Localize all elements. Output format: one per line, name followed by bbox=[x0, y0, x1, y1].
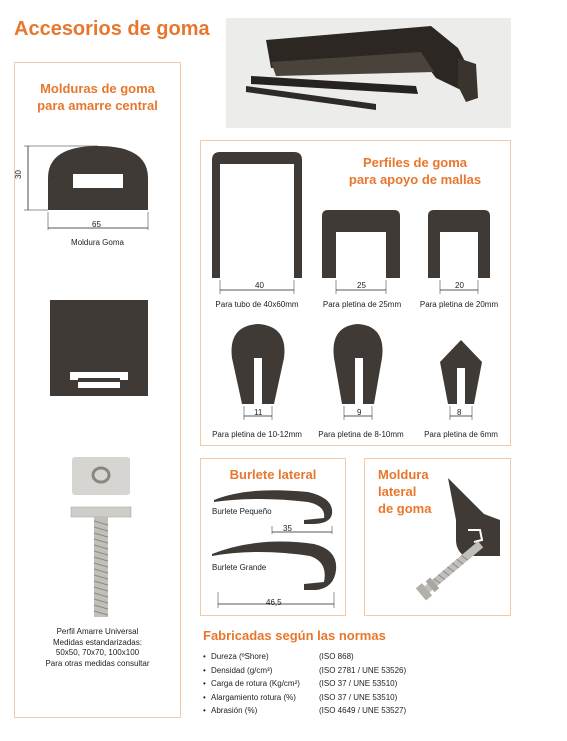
standards-row: • Carga de rotura (Kg/cm²) (ISO 37 / UNE 53510) bbox=[203, 677, 406, 691]
standard-label: Abrasión (%) bbox=[211, 706, 258, 715]
bolt-caption-line1: Perfil Amarre Universal bbox=[56, 627, 139, 636]
central-mount-title bbox=[14, 80, 181, 114]
standard-norm: (ISO 4649 / UNE 53527) bbox=[319, 706, 407, 715]
profile-plate-9-caption: Para pletina de 8-10mm bbox=[318, 430, 404, 439]
central-mount-title-line1: Molduras de goma bbox=[40, 81, 155, 96]
profile-plate-9-dim: 9 bbox=[357, 408, 362, 417]
standard-label: Densidad (g/cm³) bbox=[211, 665, 273, 675]
side-seal-small-dim: 35 bbox=[283, 524, 292, 533]
central-molding-caption: Moldura Goma bbox=[71, 238, 124, 247]
central-dim-width: 65 bbox=[92, 220, 101, 229]
mesh-profiles-title-line2: para apoyo de mallas bbox=[348, 172, 482, 187]
profile-plate-11-drawing bbox=[224, 318, 294, 422]
central-mount-title-line2: para amarre central bbox=[37, 98, 158, 113]
standards-list bbox=[203, 650, 406, 718]
rubber-profiles-photo bbox=[226, 18, 511, 128]
standards-row: • Densidad (g/cm³) (ISO 2781 / UNE 53526) bbox=[203, 664, 406, 678]
profile-plate-6-dim: 8 bbox=[457, 408, 462, 417]
central-molding-photo bbox=[50, 300, 148, 396]
standard-label: Carga de rotura (Kg/cm²) bbox=[211, 679, 300, 688]
bolt-caption-line2: Medidas estandarizadas: bbox=[53, 637, 142, 647]
side-molding-title-line3: de goma bbox=[378, 501, 432, 516]
side-seal-large-dim: 46,5 bbox=[266, 598, 282, 607]
side-seal-title: Burlete lateral bbox=[229, 467, 317, 482]
profile-plate-11-dim: 11 bbox=[254, 408, 263, 417]
bolt-caption-line4: Para otras medidas consultar bbox=[45, 658, 150, 668]
bolt-head bbox=[71, 507, 131, 517]
standard-label: Dureza (ºShore) bbox=[211, 652, 269, 661]
standard-norm: (ISO 2781 / UNE 53526) bbox=[319, 665, 407, 675]
standard-norm: (ISO 868) bbox=[319, 652, 354, 661]
profile-plate-6-caption: Para pletina de 6mm bbox=[424, 430, 498, 439]
standards-row: • Dureza (ºShore) (ISO 868) bbox=[203, 650, 406, 664]
profile-plate-20-caption: Para pletina de 20mm bbox=[419, 300, 499, 309]
page-title: Accesorios de goma bbox=[14, 18, 210, 40]
side-molding-title-line2: lateral bbox=[378, 484, 417, 499]
side-molding-shape bbox=[448, 478, 500, 556]
profile-tube-40-dim: 40 bbox=[255, 281, 264, 290]
side-seal-small-label: Burlete Pequeño bbox=[212, 507, 272, 516]
bolt-caption-line3: 50x50, 70x70, 100x100 bbox=[55, 648, 140, 657]
central-molding-slot bbox=[73, 174, 123, 188]
profile-tube-40-caption: Para tubo de 40x60mm bbox=[215, 300, 299, 309]
standards-title: Fabricadas según las normas bbox=[203, 628, 386, 643]
standards-row: • Alargamiento rotura (%) (ISO 37 / UNE 53510) bbox=[203, 691, 406, 705]
universal-bolt-drawing bbox=[66, 455, 136, 625]
profile-plate-20-dim: 20 bbox=[455, 281, 464, 290]
standards-row: • Abrasión (%) (ISO 4649 / UNE 53527) bbox=[203, 704, 406, 718]
central-dim-height: 30 bbox=[13, 170, 23, 179]
profile-plate-25-caption: Para pletina de 25mm bbox=[322, 300, 402, 309]
standard-norm: (ISO 37 / UNE 53510) bbox=[319, 692, 398, 702]
side-molding-drawing bbox=[400, 470, 508, 610]
profile-plate-9-drawing bbox=[326, 318, 392, 422]
standard-norm: (ISO 37 / UNE 53510) bbox=[319, 679, 398, 688]
profile-plate-25-dim: 25 bbox=[357, 281, 366, 290]
side-seal-large-label: Burlete Grande bbox=[212, 563, 267, 572]
mesh-profiles-title-line1: Perfiles de goma bbox=[362, 155, 468, 170]
profile-tube-40-drawing bbox=[206, 146, 306, 296]
bolt-plate bbox=[72, 457, 130, 495]
standard-label: Alargamiento rotura (%) bbox=[211, 692, 296, 702]
bolt-caption bbox=[14, 627, 181, 669]
mesh-profiles-title bbox=[330, 154, 500, 188]
side-molding-title-line1: Moldura bbox=[378, 467, 429, 482]
profile-plate-11-caption: Para pletina de 10-12mm bbox=[212, 430, 302, 439]
